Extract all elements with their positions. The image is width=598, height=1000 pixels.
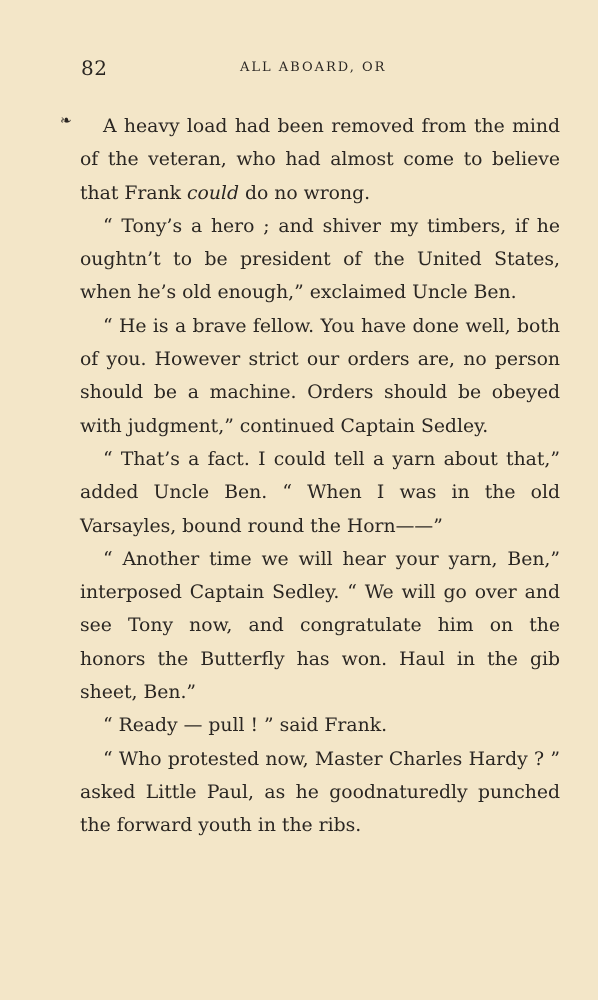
paragraph-text: do no wrong.: [238, 182, 371, 204]
paragraph-text: “ That’s a fact. I could tell a yarn about that,” added Uncle Ben. “ When I was in the old Varsayles, bound round the Horn——”: [80, 448, 560, 537]
paragraph-text: “ Tony’s a hero ; and shiver my timbers, if he oughtn’t to be president of the United States, when he’s old enough,” exclaimed Uncle Ben.: [80, 215, 560, 304]
paragraph-text: “ Who protested now, Master Charles Hardy ? ” asked Little Paul, as he goodnaturedly punched the forward youth in the ribs.: [80, 748, 560, 837]
paragraph: [80, 709, 560, 742]
paragraph-text: A heavy load had been removed from the mind of the veteran, who had almost come to believe that Frank: [80, 116, 560, 204]
paragraph: [80, 443, 560, 543]
paragraph: [80, 110, 560, 210]
emphasis-text: could: [187, 182, 239, 204]
paragraph-text: “ Ready — pull ! ” said Frank.: [103, 715, 388, 737]
paragraph-text: “ He is a brave fellow. You have done well, both of you. However strict our orders are, no person should be a machine. Orders should be obeyed with judgment,” continued Captain Sedley.: [80, 315, 560, 437]
paragraph: [80, 210, 560, 310]
paragraph: [80, 743, 560, 843]
body-text: [80, 110, 560, 843]
paragraph-text: “ Another time we will hear your yarn, Ben,” interposed Captain Sedley. “ We will go over and see Tony now, and congratulate him on the honors the Butterfly has won. Haul in the gib sheet, Ben.”: [80, 548, 560, 704]
fleuron-icon: ❧: [60, 113, 72, 129]
running-head: ALL ABOARD, OR: [240, 60, 387, 75]
paragraph: [80, 543, 560, 709]
page-number: 82: [81, 56, 108, 80]
paragraph: [80, 310, 560, 443]
